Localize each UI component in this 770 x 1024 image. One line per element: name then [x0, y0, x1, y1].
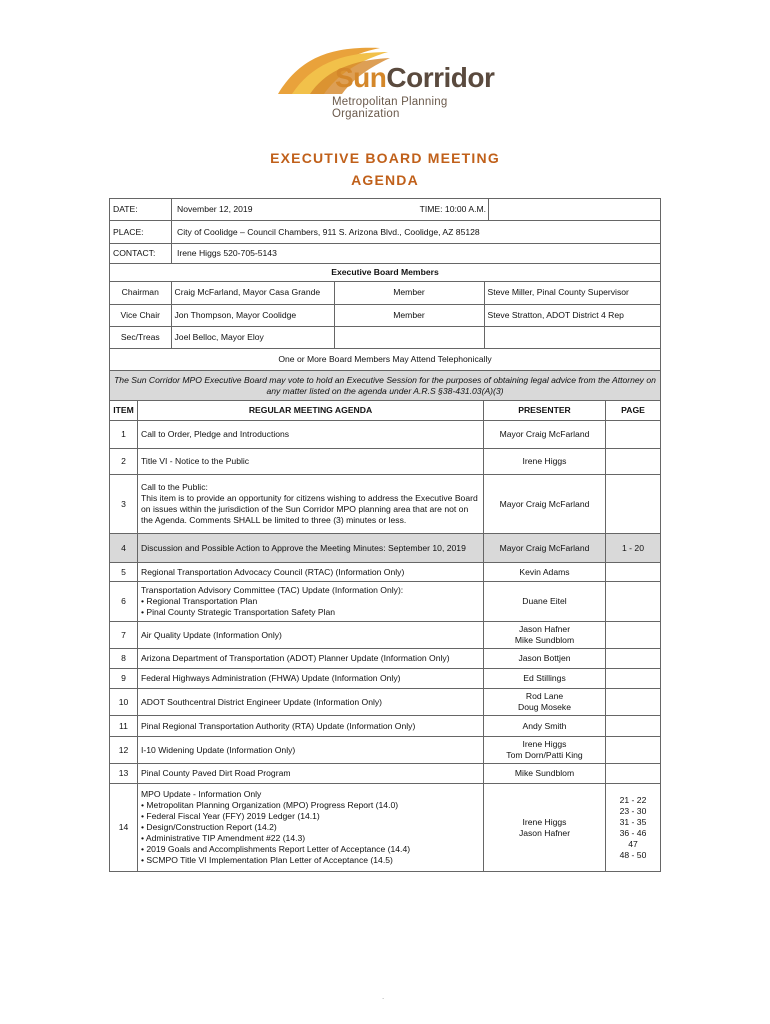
board-heading: Executive Board Members: [110, 264, 661, 282]
footer-mark: .: [382, 992, 385, 1001]
agenda-row: [110, 669, 661, 689]
board-name: Joel Belloc, Mayor Eloy: [171, 326, 334, 348]
agenda-header-row: [110, 401, 661, 421]
board-name2: Steve Miller, Pinal County Supervisor: [484, 282, 660, 304]
agenda-row: [110, 582, 661, 622]
item-presenter: Ed Stillings: [484, 669, 606, 689]
item-page: [606, 764, 661, 784]
item-number: 5: [110, 563, 138, 582]
agenda-table: [109, 198, 661, 872]
sun-corridor-logo: [270, 38, 510, 120]
item-text: Federal Highways Administration (FHWA) Update (Information Only): [138, 669, 484, 689]
item-page: [606, 669, 661, 689]
item-page: [606, 475, 661, 534]
header-presenter: PRESENTER: [484, 401, 606, 421]
agenda-row: [110, 784, 661, 872]
item-number: 12: [110, 737, 138, 764]
telephonic-note: One or More Board Members May Attend Telephonically: [110, 349, 661, 371]
item-page: [606, 563, 661, 582]
item-text: Call to the Public: This item is to provide an opportunity for citizens wishing to address the Executive Board on issues within the jurisdiction of the Sun Corridor MPO planning area that are not on the Agenda. Comments SHALL be limited to three (3) minutes or less.: [138, 475, 484, 534]
item-presenter: Jason Bottjen: [484, 649, 606, 669]
logo-word-corridor: Corridor: [386, 62, 495, 93]
item-number: 13: [110, 764, 138, 784]
item-presenter: Irene Higgs Tom Dorn/Patti King: [484, 737, 606, 764]
item-page: [606, 582, 661, 622]
board-name2: Steve Stratton, ADOT District 4 Rep: [484, 304, 660, 326]
board-row: [110, 282, 660, 304]
board-name: Jon Thompson, Mayor Coolidge: [171, 304, 334, 326]
board-name2: [484, 326, 660, 348]
item-text: Regional Transportation Advocacy Council (RTAC) (Information Only): [138, 563, 484, 582]
agenda-row: [110, 534, 661, 563]
item-presenter: Andy Smith: [484, 716, 606, 737]
agenda-row: [110, 689, 661, 716]
date-label: DATE:: [110, 199, 172, 220]
agenda-row: [110, 737, 661, 764]
item-text: Call to Order, Pledge and Introductions: [138, 421, 484, 449]
board-role2: [334, 326, 484, 348]
logo-wordmark: [335, 62, 494, 94]
board-name: Craig McFarland, Mayor Casa Grande: [171, 282, 334, 304]
board-members-table: [110, 282, 660, 348]
item-number: 7: [110, 622, 138, 649]
item-text: I-10 Widening Update (Information Only): [138, 737, 484, 764]
executive-session-notice: The Sun Corridor MPO Executive Board may vote to hold an Executive Session for the purposes of obtaining legal advice from the Attorney on any matter listed on the agenda under A.R.S §38-431.03(A)(3): [110, 371, 661, 401]
item-text: Pinal Regional Transportation Authority (RTA) Update (Information Only): [138, 716, 484, 737]
item-number: 3: [110, 475, 138, 534]
item-page: 1 - 20: [606, 534, 661, 563]
item-page: [606, 737, 661, 764]
item-number: 10: [110, 689, 138, 716]
contact-label: CONTACT:: [110, 244, 172, 263]
item-page: 21 - 22 23 - 30 31 - 35 36 - 46 47 48 - 50: [606, 784, 661, 872]
agenda-row: [110, 421, 661, 449]
header-agenda: REGULAR MEETING AGENDA: [138, 401, 484, 421]
header-item: ITEM: [110, 401, 138, 421]
contact-row: [110, 244, 661, 264]
item-number: 11: [110, 716, 138, 737]
logo-word-sun: Sun: [335, 62, 387, 93]
item-text: Air Quality Update (Information Only): [138, 622, 484, 649]
item-page: [606, 649, 661, 669]
item-text: Pinal County Paved Dirt Road Program: [138, 764, 484, 784]
time-value: TIME: 10:00 A.M.: [397, 199, 489, 220]
item-page: [606, 689, 661, 716]
item-number: 9: [110, 669, 138, 689]
header-page: PAGE: [606, 401, 661, 421]
document-subtitle: AGENDA: [351, 172, 419, 188]
agenda-row: [110, 449, 661, 475]
item-number: 1: [110, 421, 138, 449]
board-row: [110, 326, 660, 348]
item-page: [606, 716, 661, 737]
agenda-row: [110, 649, 661, 669]
place-row: [110, 221, 661, 244]
place-label: PLACE:: [110, 221, 172, 243]
item-page: [606, 449, 661, 475]
contact-value: Irene Higgs 520-705-5143: [177, 248, 277, 258]
item-text: Title VI - Notice to the Public: [138, 449, 484, 475]
agenda-row: [110, 475, 661, 534]
agenda-row: [110, 563, 661, 582]
item-number: 6: [110, 582, 138, 622]
item-number: 4: [110, 534, 138, 563]
date-row: [110, 199, 661, 221]
agenda-row: [110, 764, 661, 784]
logo-subtitle: Metropolitan Planning Organization: [332, 96, 448, 120]
date-value: November 12, 2019: [177, 204, 253, 214]
agenda-row: [110, 716, 661, 737]
item-page: [606, 622, 661, 649]
item-text: ADOT Southcentral District Engineer Update (Information Only): [138, 689, 484, 716]
item-presenter: Mayor Craig McFarland: [484, 534, 606, 563]
board-row: [110, 304, 660, 326]
item-text: MPO Update - Information Only • Metropolitan Planning Organization (MPO) Progress Report (14.0) • Federal Fiscal Year (FFY) 2019 Ledger (14.1) • Design/Construction Report (14.2) • Administrative TIP Amendment #22 (14.3) • 2019 Goals and Accomplishments Report Letter of Acceptance (14.4) • SCMPO Title VI Implementation Plan Letter of Acceptance (14.5): [138, 784, 484, 872]
item-text: Arizona Department of Transportation (ADOT) Planner Update (Information Only): [138, 649, 484, 669]
item-presenter: Mayor Craig McFarland: [484, 421, 606, 449]
item-presenter: Kevin Adams: [484, 563, 606, 582]
item-presenter: Mayor Craig McFarland: [484, 475, 606, 534]
board-role2: Member: [334, 304, 484, 326]
board-role: Chairman: [110, 282, 171, 304]
item-presenter: Irene Higgs: [484, 449, 606, 475]
board-role: Vice Chair: [110, 304, 171, 326]
item-number: 14: [110, 784, 138, 872]
agenda-row: [110, 622, 661, 649]
item-number: 8: [110, 649, 138, 669]
board-role2: Member: [334, 282, 484, 304]
item-number: 2: [110, 449, 138, 475]
item-presenter: Rod Lane Doug Moseke: [484, 689, 606, 716]
document-title: EXECUTIVE BOARD MEETING: [270, 150, 500, 166]
place-value: City of Coolidge – Council Chambers, 911 S. Arizona Blvd., Coolidge, AZ 85128: [177, 226, 480, 237]
item-text: Discussion and Possible Action to Approve the Meeting Minutes: September 10, 2019: [138, 534, 484, 563]
item-text: Transportation Advisory Committee (TAC) Update (Information Only): • Regional Transportation Plan • Pinal County Strategic Transportation Safety Plan: [138, 582, 484, 622]
item-presenter: Mike Sundblom: [484, 764, 606, 784]
item-presenter: Irene Higgs Jason Hafner: [484, 784, 606, 872]
item-page: [606, 421, 661, 449]
item-presenter: Jason Hafner Mike Sundblom: [484, 622, 606, 649]
item-presenter: Duane Eitel: [484, 582, 606, 622]
board-role: Sec/Treas: [110, 326, 171, 348]
